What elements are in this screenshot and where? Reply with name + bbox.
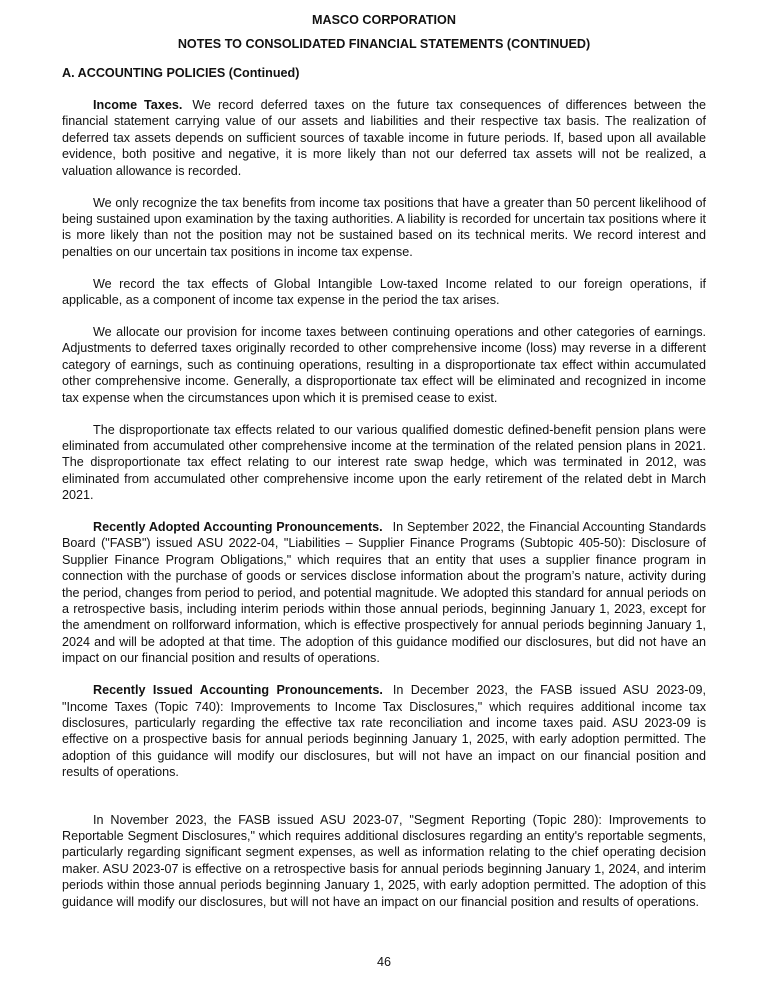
document-body <box>62 97 706 926</box>
paragraph-lead: Recently Issued Accounting Pronouncements. <box>93 683 383 698</box>
paragraph: The disproportionate tax effects related to our various qualified domestic defined-benefit pension plans were eliminated from accumulated other comprehensive income at the termination of the related pension plans in 2021. The disproportionate tax effect relating to our interest rate swap hedge, which was terminated in 2012, was eliminated from accumulated other comprehensive income upon the early retirement of the related debt in March 2021. <box>62 422 706 503</box>
page-number: 46 <box>376 955 391 969</box>
paragraph-income-taxes <box>62 97 706 179</box>
paragraph-text: In September 2022, the Financial Accounting Standards Board ("FASB") issued ASU 2022-04, "Liabilities – Supplier Finance Programs (Subtopic 405-50): Disclosure of Supplier Finance Program Obligations," which requires that an entity that uses a supplier finance program in connection with the purchase of goods or services disclose information about the program’s nature, activity during the period, changes from period to period, and potential magnitude. We adopted this standard for annual periods on a retrospective basis, including interim periods within those annual periods, beginning January 1, 2023, except for the amendment on rollforward information, which is effective prospectively for annual periods beginning January 1, 2024 and will be adopted at that time. The adoption of this guidance modified our disclosures, but did not have an impact on our financial position and results of operations. <box>62 520 706 666</box>
paragraph-recently-adopted <box>62 519 706 667</box>
paragraph-text: In December 2023, the FASB issued ASU 2023-09, "Income Taxes (Topic 740): Improvements to Income Tax Disclosures," which requires additional income tax disclosures, particularly regarding the effective tax rate reconciliation and income taxes paid. ASU 2023-09 is effective on a prospective basis for annual periods beginning January 1, 2025, with early adoption permitted. The adoption of this guidance will modify our disclosures, but will not have an impact on our financial position and results of operations. <box>62 683 706 780</box>
section-heading: A. ACCOUNTING POLICIES (Continued) <box>62 66 300 80</box>
paragraph-lead: Income Taxes. <box>93 98 183 112</box>
paragraph: We record the tax effects of Global Intangible Low-taxed Income related to our foreign operations, if applicable, as a component of income tax expense in the period the tax arises. <box>62 276 706 308</box>
paragraph-lead: Recently Adopted Accounting Pronouncements. <box>93 520 383 535</box>
paragraph: In November 2023, the FASB issued ASU 2023-07, "Segment Reporting (Topic 280): Improvements to Reportable Segment Disclosures," which requires additional disclosures regarding an entity's reportable segments, particularly regarding significant segment expenses, as well as information relating to the chief operating decision maker. ASU 2023-07 is effective on a retrospective basis for annual periods beginning January 1, 2024, and interim periods within those annual periods beginning January 1, 2025, with early adoption permitted. The adoption of this guidance will modify our disclosures, but will not have an impact on our financial position and results of operations. <box>62 812 706 909</box>
paragraph: We allocate our provision for income taxes between continuing operations and other categories of earnings. Adjustments to deferred taxes originally recorded to other comprehensive income (loss) may reverse in a different category of earnings, such as continuing operations, resulting in a disproportionate tax effect within accumulated other comprehensive income. Generally, a disproportionate tax effect will be eliminated and recognized in income tax expense when the circumstances upon which it is premised cease to exist. <box>62 324 706 405</box>
company-title: MASCO CORPORATION <box>312 13 456 27</box>
paragraph: We only recognize the tax benefits from income tax positions that have a greater than 50 percent likelihood of being sustained upon examination by the taxing authorities. A liability is recorded for uncertain tax positions where it is more likely than not the position may not be sustained based on its technical merits. We record interest and penalties on our uncertain tax positions in income tax expense. <box>62 195 706 259</box>
document-subtitle: NOTES TO CONSOLIDATED FINANCIAL STATEMENTS (CONTINUED) <box>177 37 591 51</box>
paragraph-recently-issued <box>62 682 706 780</box>
paragraph-text: We record deferred taxes on the future tax consequences of differences between the financial statement carrying value of our assets and liabilities and their respective tax basis. The realization of deferred tax assets depends on sufficient sources of taxable income in future periods. If, based upon all available evidence, both positive and negative, it is more likely than not our deferred tax assets will not be realized, a valuation allowance is recorded. <box>62 98 706 178</box>
